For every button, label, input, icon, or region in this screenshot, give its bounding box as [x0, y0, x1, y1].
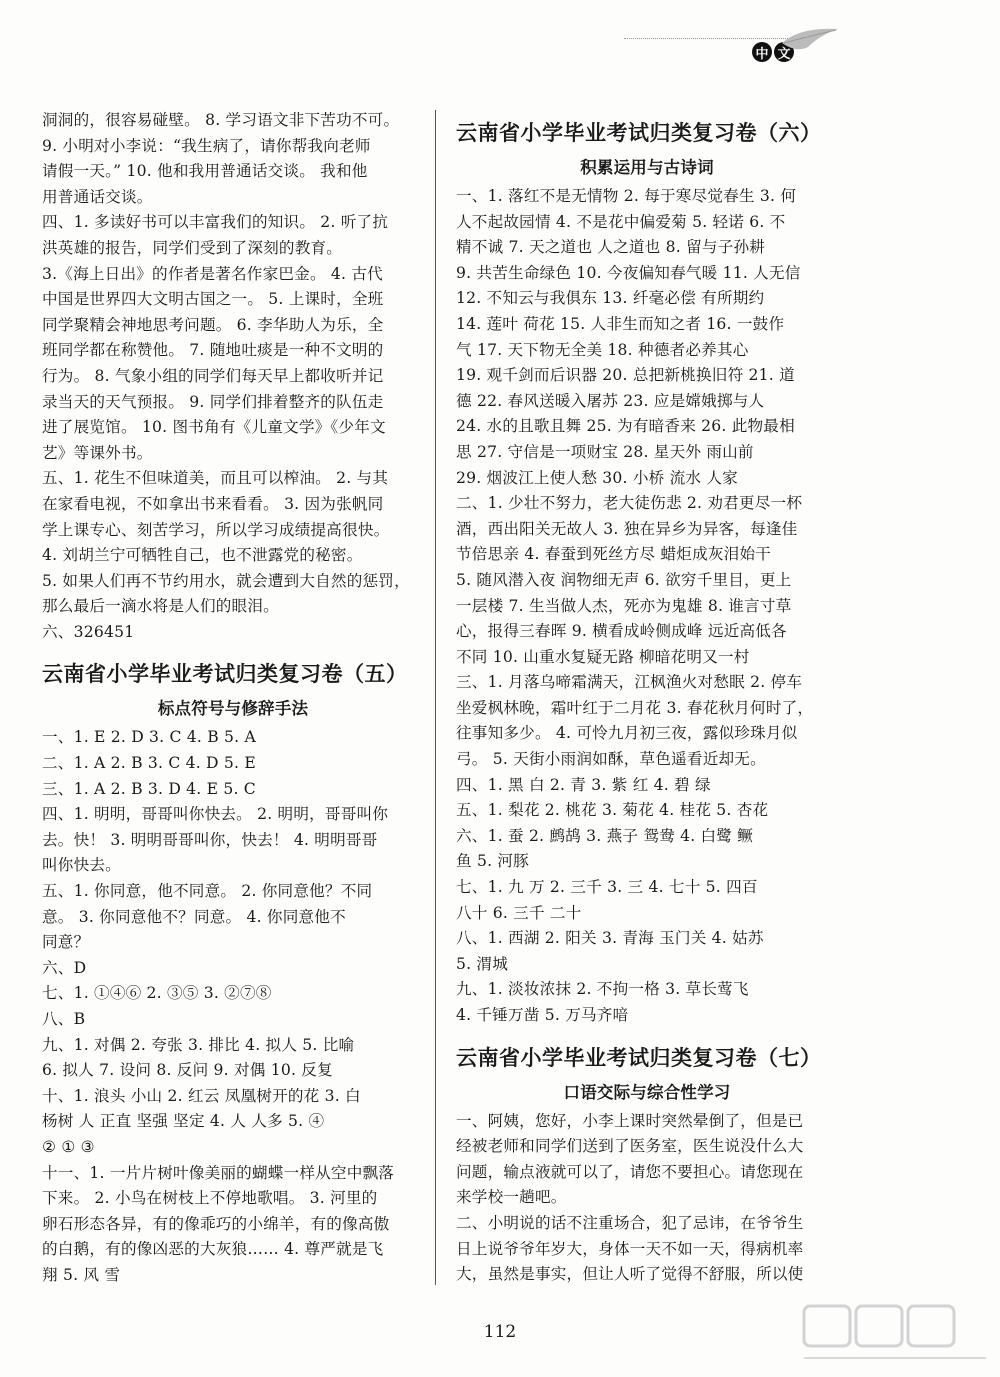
- answer-line: 问题，输点液就可以了，请您不要担心。请您现在: [456, 1162, 804, 1181]
- answer-line: 卵石形态各异，有的像乖巧的小绵羊，有的像高傲: [42, 1214, 390, 1233]
- answer-line: 五、1. 花生不但味道美，而且可以榨油。 2. 与其: [42, 469, 389, 488]
- answer-line: 气 17. 天下物无全美 18. 种德者必养其心: [456, 340, 749, 359]
- answer-line: 节倍思亲 4. 春蚕到死丝方尽 蜡炬成灰泪始干: [456, 545, 772, 564]
- answer-line: 5. 渭城: [456, 954, 509, 973]
- answer-line: 五、1. 你同意，他不同意。 2. 你同意他？不同: [42, 882, 373, 901]
- answer-line: 杨树 人 正直 坚强 坚定 4. 人 人多 5. ④: [42, 1112, 325, 1131]
- section6-title: 云南省小学毕业考试归类复习卷（六）: [456, 121, 822, 145]
- section5-title: 云南省小学毕业考试归类复习卷（五）: [42, 662, 408, 687]
- answer-line: 九、1. 对偶 2. 夸张 3. 排比 4. 拟人 5. 比喻: [42, 1035, 355, 1054]
- answer-line: 精不诚 7. 天之道也 人之道也 8. 留与子孙耕: [456, 238, 766, 257]
- answer-line: 录当天的天气预报。 9. 同学们排着整齐的队伍走: [42, 392, 384, 411]
- answer-line: 二、1. 少壮不努力，老大徒伤悲 2. 劝君更尽一杯: [456, 494, 803, 513]
- answer-line: 6. 拟人 7. 设问 8. 反问 9. 对偶 10. 反复: [42, 1061, 333, 1080]
- answer-line: 14. 莲叶 荷花 15. 人非生而知之者 16. 一鼓作: [456, 314, 785, 333]
- answer-line: 4. 刘胡兰宁可牺牲自己，也不泄露党的秘密。: [42, 546, 363, 565]
- answer-line: 一层楼 7. 生当做人杰，死亦为鬼雄 8. 谁言寸草: [456, 596, 792, 615]
- section7-subtitle: 口语交际与综合性学习: [563, 1082, 731, 1102]
- answer-line: 4. 千锤万凿 5. 万马齐喑: [456, 1006, 629, 1024]
- answer-line: 八、1. 西湖 2. 阳关 3. 青海 玉门关 4. 姑苏: [456, 929, 764, 948]
- answer-line: 人不起故园情 4. 不是花中偏爱菊 5. 轻诺 6. 不: [456, 212, 786, 231]
- answer-line: 坐爱枫林晚，霜叶红于二月花 3. 春花秋月何时了，: [456, 698, 814, 717]
- answer-line: 四、1. 黑 白 2. 青 3. 紫 红 4. 碧 绿: [456, 775, 711, 794]
- answer-line: 洪英雄的报告，同学们受到了深刻的教育。: [42, 238, 343, 257]
- answer-line: 七、1. 九 万 2. 三千 3. 三 4. 七十 5. 四百: [456, 878, 758, 897]
- answer-line: 三、1. A 2. B 3. D 4. E 5. C: [42, 779, 256, 798]
- answer-line: 19. 观千剑而后识器 20. 总把新桃换旧符 21. 道: [456, 366, 795, 385]
- section6-subtitle: 积累运用与古诗词: [580, 158, 714, 177]
- answer-line: 3.《海上日出》的作者是著名作家巴金。 4. 古代: [42, 264, 383, 283]
- answer-line: 行为。 8. 气象小组的同学们每天早上都收听并记: [42, 366, 384, 385]
- answer-line: 弓。 5. 天街小雨润如酥，草色遥看近却无。: [456, 750, 766, 769]
- answer-line: 一、1. 落红不是无情物 2. 每于寒尽觉春生 3. 何: [456, 187, 797, 205]
- answer-line: 中国是世界四大文明古国之一。 5. 上课时，全班: [42, 290, 384, 309]
- answer-line: 不同 10. 山重水复疑无路 柳暗花明又一村: [456, 647, 750, 666]
- answer-line: 经被老师和同学们送到了医务室，医生说没什么大: [456, 1137, 804, 1156]
- answer-line: 心，报得三春晖 9. 横看成岭侧成峰 远近高低各: [456, 622, 787, 641]
- answer-line: 鱼 5. 河豚: [456, 852, 529, 871]
- left-answers-part2: [42, 725, 424, 1288]
- answer-line: 五、1. 梨花 2. 桃花 3. 菊花 4. 桂花 5. 杏花: [456, 801, 769, 820]
- answer-line: 5. 随风潜入夜 润物细无声 6. 欲穷千里目，更上: [456, 570, 792, 589]
- answer-line: 下来。 2. 小鸟在树枝上不停地歌唱。 3. 河里的: [42, 1189, 378, 1208]
- answer-line: 一、阿姨，您好，小李上课时突然晕倒了，但是已: [456, 1111, 804, 1130]
- left-column: [42, 108, 424, 1289]
- answer-line: 十、1. 浪头 小山 2. 红云 凤凰树开的花 3. 白: [42, 1086, 361, 1105]
- header-badge-zhong: 中: [752, 42, 772, 62]
- answer-line: 二、小明说的话不注重场合，犯了忌讳，在爷爷生: [456, 1213, 804, 1232]
- column-divider: [435, 110, 436, 1285]
- answer-line: 洞洞的，很容易碰壁。 8. 学习语文非下苦功不可。: [42, 111, 400, 129]
- answer-line: 德 22. 春风送暖入屠苏 23. 应是嫦娥掷与人: [456, 391, 765, 410]
- answer-line: 24. 水的且歌且舞 25. 为有暗香来 26. 此物最相: [456, 417, 795, 436]
- answer-line: 三、1. 月落乌啼霜满天，江枫渔火对愁眠 2. 停车: [456, 673, 803, 692]
- answer-line: 同学聚精会神地思考问题。 6. 李华助人为乐，全: [42, 315, 384, 334]
- answer-line: 六、326451: [42, 622, 135, 641]
- answer-line: 一、1. E 2. D 3. C 4. B 5. A: [42, 728, 256, 747]
- answer-line: 八、B: [42, 1010, 86, 1028]
- answer-line: 思 27. 守信是一项财宝 28. 星天外 雨山前: [456, 442, 754, 461]
- answer-line: 请假一天。” 10. 他和我用普通话交谈。 我和他: [42, 162, 368, 181]
- answer-line: 进了展览馆。 10. 图书角有《儿童文学》《少年文: [42, 418, 386, 437]
- answer-line: 来学校一趟吧。: [456, 1188, 567, 1207]
- leaf-icon: [780, 25, 840, 55]
- answer-line: 5. 如果人们再不节约用水，就会遭到大自然的惩罚，: [42, 571, 410, 590]
- right-column: [456, 118, 838, 1288]
- answer-line: 学上课专心、刻苦学习，所以学习成绩提高很快。: [42, 520, 390, 539]
- header-badge-wen: 文: [774, 42, 794, 62]
- right-answers-part2: [456, 1109, 838, 1288]
- answer-line: ② ① ③: [42, 1137, 95, 1156]
- answer-line: 9. 小明对小李说：“我生病了，请你帮我向老师: [42, 136, 371, 155]
- answer-line: 六、1. 蚕 2. 鹧鸪 3. 燕子 鸳鸯 4. 白鹭 鳜: [456, 826, 754, 845]
- answer-line: 的白鹅，有的像凶恶的大灰狼…… 4. 尊严就是飞: [42, 1240, 384, 1259]
- answer-line: 意。 3. 你同意他不？同意。 4. 你同意他不: [42, 907, 346, 926]
- left-answers-part1: [42, 108, 424, 645]
- answer-line: 翔 5. 风 雪: [42, 1265, 121, 1284]
- answer-line: 八十 6. 三千 二十: [456, 903, 582, 922]
- answer-line: 九、1. 淡妆浓抹 2. 不拘一格 3. 草长莺飞: [456, 980, 749, 999]
- section7-title: 云南省小学毕业考试归类复习卷（七）: [456, 1045, 822, 1070]
- answer-line: 往事知多少。 4. 可怜九月初三夜，露似珍珠月似: [456, 724, 798, 743]
- watermark-logo: [800, 1300, 990, 1370]
- answer-line: 在家看电视，不如拿出书来看看。 3. 因为张帆同: [42, 494, 384, 513]
- answer-line: 酒，西出阳关无故人 3. 独在异乡为异客，每逢佳: [456, 519, 798, 538]
- answer-line: 29. 烟波江上使人愁 30. 小桥 流水 人家: [456, 468, 738, 487]
- answer-line: 去。快！ 3. 明明哥哥叫你，快去！ 4. 明明哥哥: [42, 830, 378, 849]
- answer-line: 叫你快去。: [42, 856, 121, 875]
- answer-line: 日上说爷爷年岁大，身体一天不如一天，得病机率: [456, 1239, 804, 1258]
- answer-line: 9. 共苦生命绿色 10. 今夜偏知春气暖 11. 人无信: [456, 263, 801, 282]
- answer-line: 同意？: [42, 933, 90, 952]
- answer-line: 那么最后一滴水将是人们的眼泪。: [42, 597, 279, 616]
- answer-line: 四、1. 明明，哥哥叫你快去。 2. 明明，哥哥叫你: [42, 805, 389, 824]
- right-answers-part1: [456, 184, 838, 1029]
- answer-line: 大，虽然是事实，但让人听了觉得不舒服，所以使: [456, 1265, 804, 1284]
- answer-line: 四、1. 多读好书可以丰富我们的知识。 2. 听了抗: [42, 213, 389, 232]
- answer-line: 用普通话交谈。: [42, 187, 153, 206]
- answer-line: 12. 不知云与我俱东 13. 纤毫必偿 有所期约: [456, 289, 765, 308]
- answer-line: 六、D: [42, 958, 87, 977]
- section5-subtitle: 标点符号与修辞手法: [157, 699, 309, 719]
- answer-line: 七、1. ①④⑥ 2. ③⑤ 3. ②⑦⑧: [42, 984, 272, 1003]
- header-rule: [624, 38, 794, 39]
- answer-line: 班同学都在称赞他。 7. 随地吐痰是一种不文明的: [42, 341, 384, 360]
- answer-line: 艺》等课外书。: [42, 443, 153, 462]
- answer-line: 二、1. A 2. B 3. C 4. D 5. E: [42, 754, 256, 773]
- answer-line: 十一、1. 一片片树叶像美丽的蝴蝶一样从空中飘落: [42, 1163, 395, 1182]
- page-number: 112: [483, 1322, 517, 1342]
